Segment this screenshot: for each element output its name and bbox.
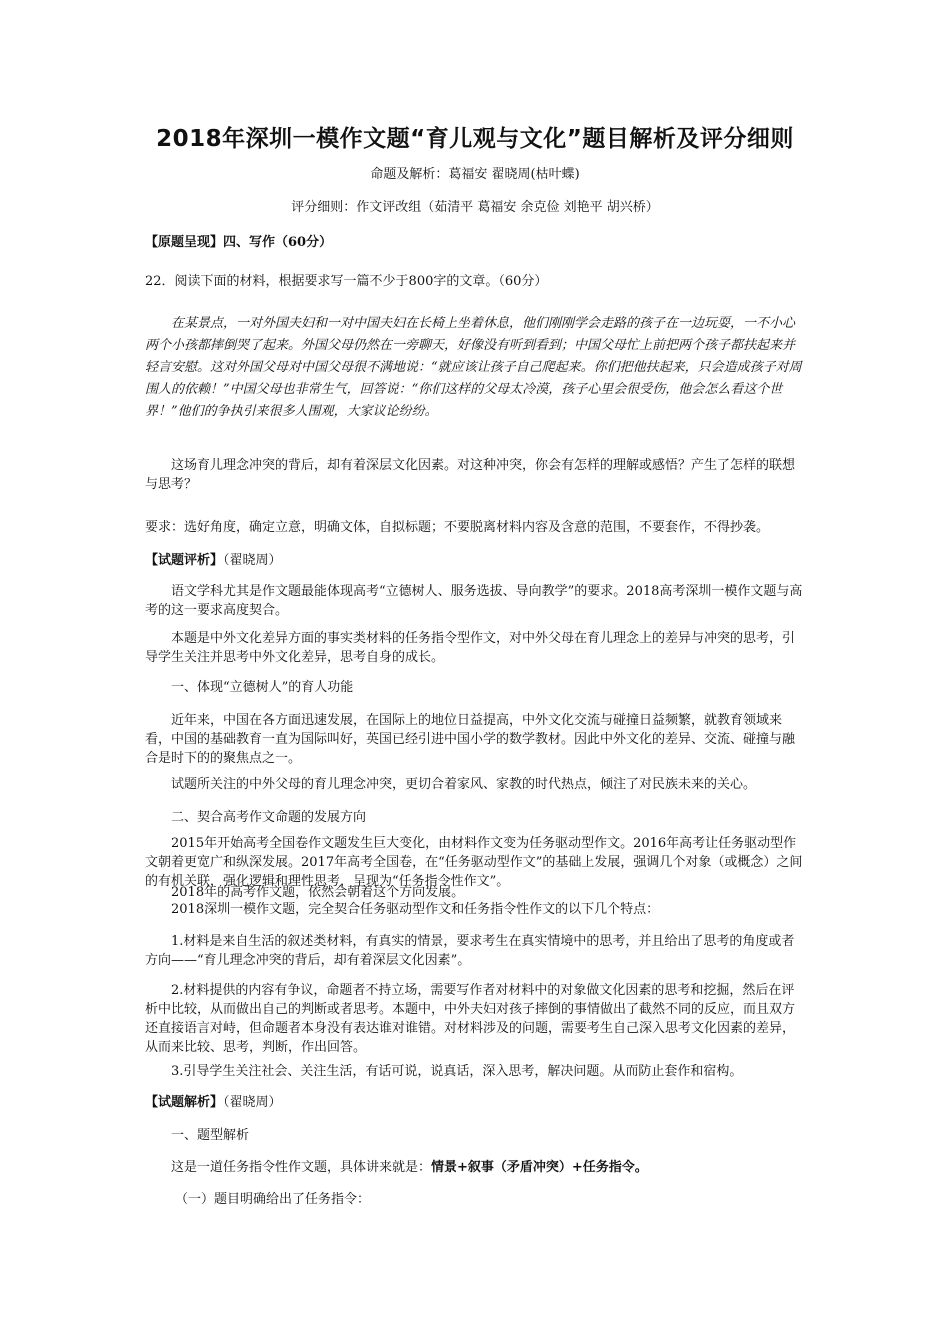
byline: 命题及解析：葛福安 翟晓周(枯叶蝶)	[370, 167, 580, 182]
evaluation-paragraph: 语文学科尤其是作文题最能体现高考“立德树人、服务选拔、导向教学”的要求。2018高考深圳一模作文题与高考的这一要求高度契合。	[145, 584, 803, 618]
analysis-paragraph: （一）题目明确给出了任务指令：	[175, 1192, 371, 1207]
evaluation-subheading: 二、契合高考作文命题的发展方向	[171, 810, 367, 825]
evaluation-paragraph: 近年来，中国在各方面迅速发展，在国际上的地位日益提高，中外文化交流与碰撞日益频繁，就教育领域来看，中国的基础教育一直为国际叫好，英国已经引进中国小学的数学教材。因此中外文化的差异、交流、碰撞与融合是时下的的聚焦点之一。	[145, 713, 796, 766]
evaluation-paragraph: 2018深圳一模作文题，完全契合任务驱动型作文和任务指令性作文的以下几个特点：	[171, 902, 660, 917]
evaluation-point: 3.引导学生关注社会、关注生活，有话可说，说真话，深入思考，解决问题。从而防止套作和宿构。	[171, 1064, 743, 1079]
prompt-paragraph: 这场育儿理念冲突的背后，却有着深层文化因素。对这种冲突，你会有怎样的理解或感悟？产生了怎样的联想与思考？	[145, 458, 796, 492]
evaluation-heading: 【试题评析】	[145, 553, 224, 568]
evaluation-subheading: 一、体现“立德树人”的育人功能	[171, 680, 354, 695]
analysis-author: （翟晓周）	[223, 1095, 282, 1110]
evaluation-paragraph: 2015年开始高考全国卷作文题发生巨大变化，由材料作文变为任务驱动型作文。2016年高考让任务驱动型作文朝着更宽广和纵深发展。2017年高考全国卷，在“任务驱动型作文”的基础上发展，强调几个对象（或概念）之间的有机关联，强化逻辑和理性思考，呈现为“任务指令性作文”。	[145, 836, 803, 889]
evaluation-point: 1.材料是来自生活的叙述类材料，有真实的情景，要求考生在真实情境中的思考，并且给出了思考的角度或者方向——“育儿理念冲突的背后，却有着深层文化因素”。	[145, 934, 795, 968]
analysis-formula: 情景+叙事（矛盾冲突）+任务指令。	[431, 1160, 648, 1175]
analysis-heading: 【试题解析】	[145, 1095, 224, 1110]
analysis-paragraph	[145, 1158, 805, 1177]
evaluation-point: 2.材料提供的内容有争议，命题者不持立场，需要写作者对材料中的对象做文化因素的思考和挖掘，然后在评析中比较，从而做出自己的判断或者思考。本题中，中外夫妇对孩子摔倒的事情做出了截然不同的反应，而且双方还直接语言对峙，但命题者本身没有表达谁对谁错。对材料涉及的问题，需要考生自己深入思考文化因素的差异，从而来比较、思考，判断，作出回答。	[145, 983, 796, 1055]
requirement-paragraph: 要求：选好角度，确定立意，明确文体，自拟标题；不要脱离材料内容及含意的范围，不要套作，不得抄袭。	[145, 520, 770, 535]
evaluation-paragraph: 试题所关注的中外父母的育儿理念冲突，更切合着家风、家教的时代热点，倾注了对民族未来的关心。	[171, 777, 757, 792]
question-text: 22．阅读下面的材料，根据要求写一篇不少于800字的文章。（60分）	[145, 274, 548, 289]
analysis-heading-line	[145, 1093, 805, 1112]
evaluation-heading-line	[145, 551, 805, 570]
analysis-subheading: 一、题型解析	[171, 1128, 250, 1143]
material-paragraph: 在某景点，一对外国夫妇和一对中国夫妇在长椅上坐着休息，他们刚刚学会走路的孩子在一边玩耍，一不小心两个小孩都摔倒哭了起来。外国父母仍然在一旁聊天，好像没有听到看到；中国父母忙上前把两个孩子都扶起来并轻言安慰。这对外国父母对中国父母很不满地说：“就应该让孩子自己爬起来。你们把他扶起来，只会造成孩子对周围人的依赖！”中国父母也非常生气，回答说：“你们这样的父母太冷漠，孩子心里会很受伤，他会怎么看这个世界！”他们的争执引来很多人围观，大家议论纷纷。	[145, 316, 802, 419]
analysis-lead: 这是一道任务指令性作文题，具体讲来就是：	[171, 1160, 432, 1175]
section-original-heading: 【原题呈现】四、写作（60分）	[145, 235, 333, 250]
graders-line: 评分细则：作文评改组（茹清平 葛福安 余克俭 刘艳平 胡兴桥）	[291, 200, 659, 215]
evaluation-author: （翟晓周）	[223, 553, 282, 568]
document-title: 2018年深圳一模作文题“育儿观与文化”题目解析及评分细则	[156, 126, 794, 152]
evaluation-paragraph: 本题是中外文化差异方面的事实类材料的任务指令型作文，对中外父母在育儿理念上的差异与冲突的思考，引导学生关注并思考中外文化差异，思考自身的成长。	[145, 631, 796, 665]
evaluation-paragraph: 2018年的高考作文题，依然会朝着这个方向发展。	[171, 885, 465, 900]
